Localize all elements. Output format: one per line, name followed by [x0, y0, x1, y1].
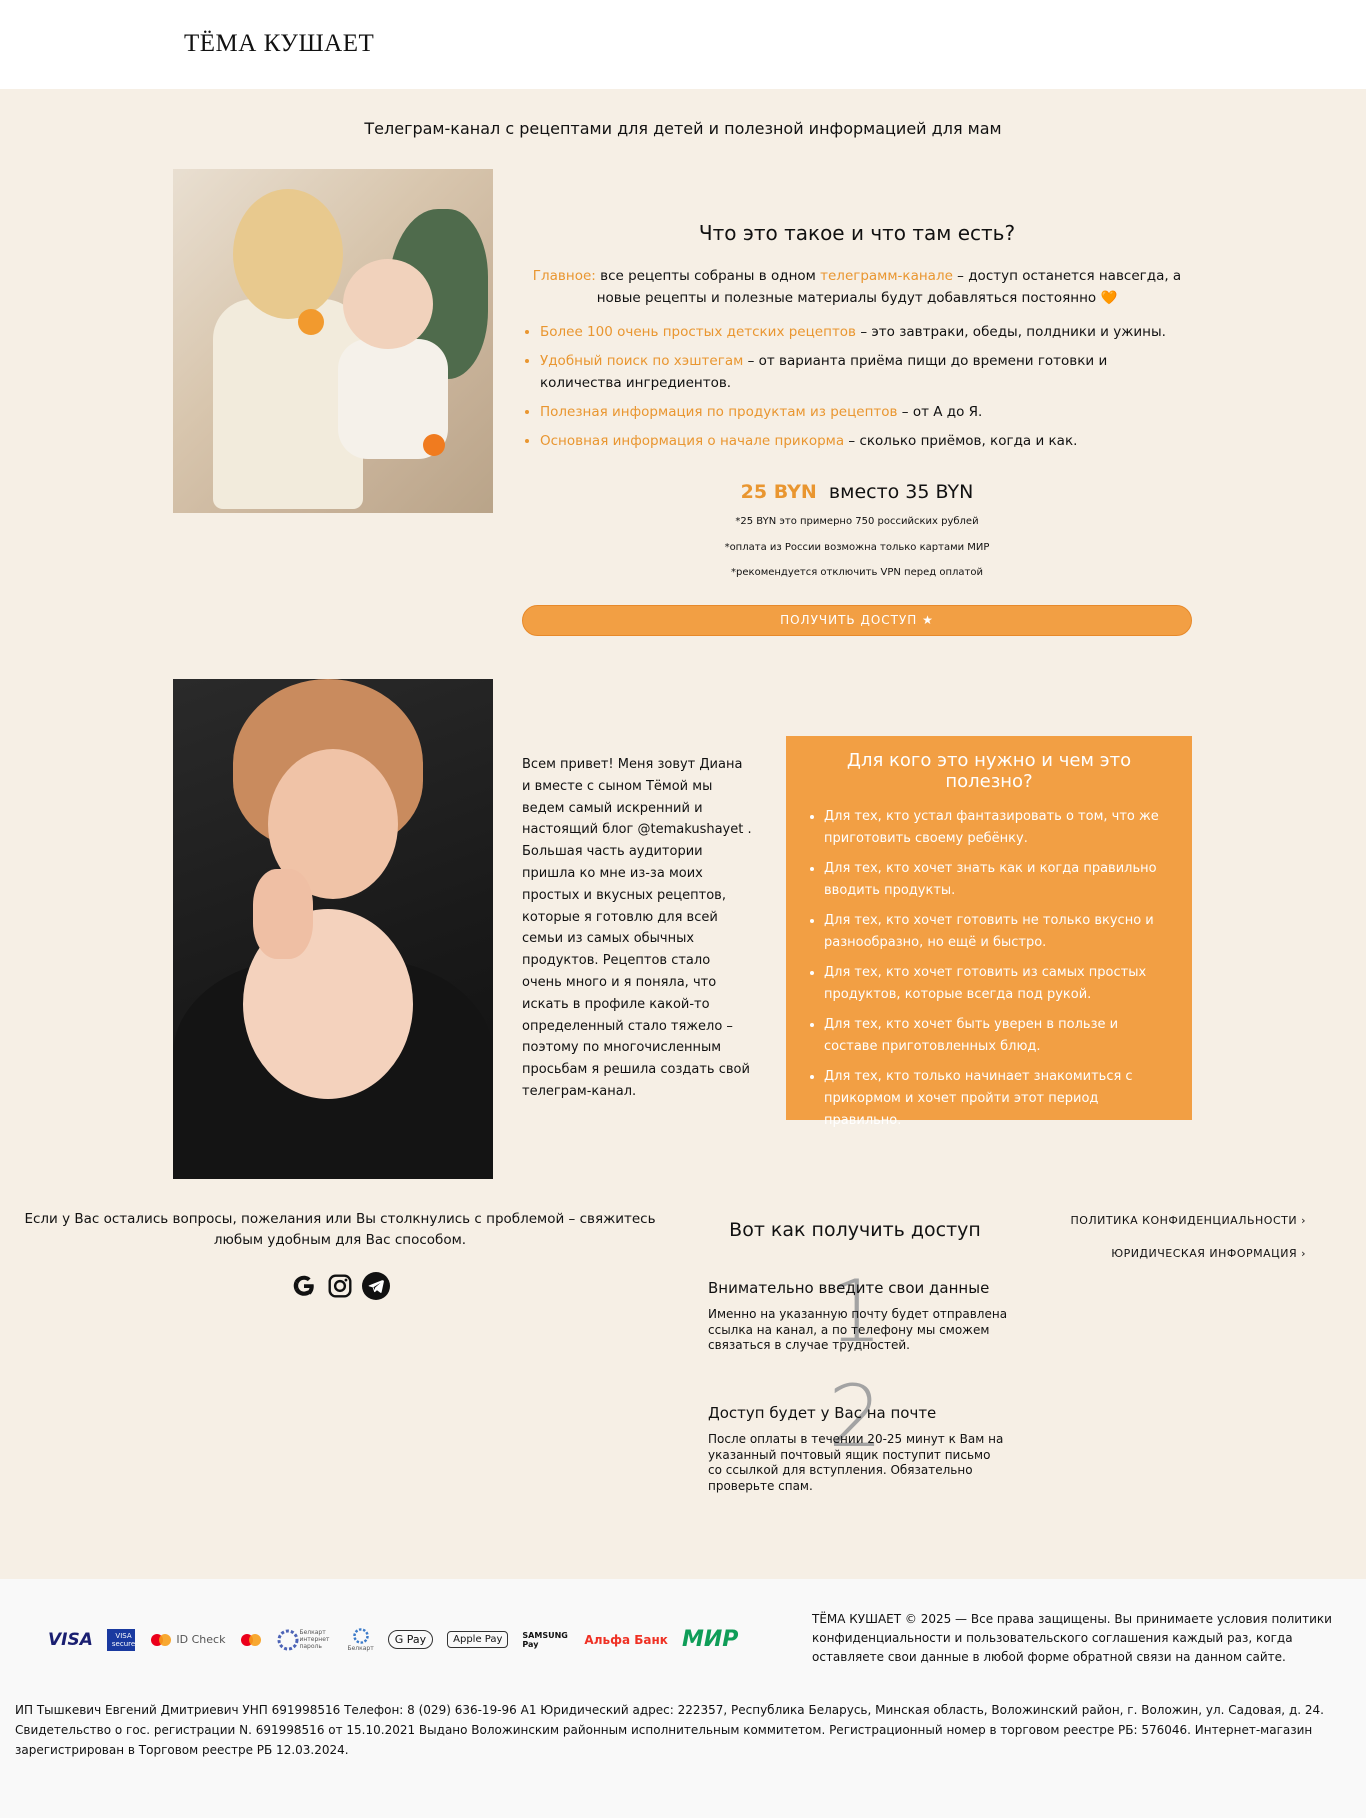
step-title: Внимательно введите свои данные — [708, 1279, 990, 1297]
lead-text-1: все рецепты собраны в одном — [595, 268, 821, 284]
list-item: • Для тех, кто хочет быть уверен в пользе и составе приготовленных блюд. — [824, 1014, 1170, 1058]
social-links — [290, 1272, 400, 1306]
contact-text: Если у Вас остались вопросы, пожелания или Вы столкнулись с проблемой – свяжитесь любым удобным для Вас способом. — [24, 1211, 656, 1248]
section-heading-what: Что это такое и что там есть? — [698, 221, 1016, 245]
privacy-policy-link[interactable] — [1070, 1214, 1306, 1227]
copyright-text: ТЁМА КУШАЕТ © 2025 — Все права защищены. Вы принимаете условия политики конфиденциальности и пользовательского соглашения каждый раз, когда оставляете свои данные в любой форме обратной связи на данном сайте. — [812, 1612, 1332, 1664]
visa-secure-icon: VISA secure — [107, 1629, 135, 1651]
feature-highlight: Удобный поиск по хэштегам — [540, 353, 744, 369]
instagram-icon[interactable] — [326, 1272, 354, 1300]
chevron-right-icon: › — [1301, 1214, 1306, 1227]
feature-highlight: Основная информация о начале прикорма — [540, 433, 845, 449]
step-2 — [708, 1367, 1008, 1494]
price-new: 25 BYN — [740, 481, 817, 503]
site-header — [0, 0, 1366, 89]
google-icon[interactable] — [290, 1272, 318, 1300]
feature-highlight: Полезная информация по продуктам из рецептов — [540, 404, 898, 420]
mother-child-kitchen-photo — [173, 169, 493, 513]
main-section — [0, 89, 1366, 1579]
site-footer — [0, 1579, 1366, 1818]
step-number: 1 — [828, 1262, 883, 1362]
step-title: Доступ будет у Вас на почте — [708, 1404, 937, 1422]
feature-text: – от А до Я. — [897, 404, 983, 420]
mastercard-icon — [239, 1633, 263, 1647]
belkart-password-icon — [277, 1629, 333, 1651]
id-check-label: ID Check — [176, 1633, 226, 1646]
list-item: • Для тех, кто только начинает знакомиться с прикормом и хочет пройти этот период правильно. — [824, 1066, 1170, 1132]
payment-logos — [48, 1627, 738, 1652]
lead-paragraph — [522, 265, 1192, 309]
belkart-icon — [347, 1627, 373, 1652]
legal-label: ЮРИДИЧЕСКАЯ ИНФОРМАЦИЯ — [1111, 1247, 1298, 1260]
price-note-2: *оплата из России возможна только картами МИР — [724, 542, 990, 553]
price-note-3: *рекомендуется отключить VPN перед оплатой — [731, 567, 983, 578]
about-text: Всем привет! Меня зовут Диана и вместе с сыном Тёмой мы ведем самый искренний и настоящий блог @temakushayet . Большая часть аудитории пришла ко мне из-за моих простых и вкусных рецептов, которые я готовлю для всей семьи из самых обычных продуктов. Рецептов стало очень много и я поняла, что искать в профиле какой-то определенный стало тяжело – поэтому по многочисленным просьбам я решила создать свой телеграм-канал. — [522, 757, 752, 1099]
price — [522, 481, 1192, 503]
alfa-bank-icon: Альфа Банк — [584, 1632, 668, 1647]
mir-icon: МИР — [681, 1627, 739, 1652]
price-note-1: *25 BYN это примерно 750 российских рублей — [735, 516, 979, 527]
list-item: • Для тех, кто устал фантазировать о том, что же приготовить своему ребёнку. — [824, 806, 1170, 850]
telegram-channel-link[interactable]: телеграмм-канале — [820, 268, 953, 284]
legal-info-text: ИП Тышкевич Евгений Дмитриевич УНП 691998516 Телефон: 8 (029) 636-19-96 А1 Юридический адрес: 222357, Республика Беларусь, Минская область, Воложинский район, г. Воложин, ул. Садовая, д. 24. Свидетельство о гос. регистрации N. 691998516 от 15.10.2021 Выдано Воложинским районным исполнительным коммитетом. Регистрационный номер в торговом реестре РБ: 576046. Интернет-магазин зарегистрирован в Торговом реестре РБ 12.03.2024. — [15, 1703, 1324, 1757]
feature-text: – это завтраки, обеды, полдники и ужины. — [856, 324, 1166, 340]
how-title: Вот как получить доступ — [729, 1219, 981, 1241]
list-item: • Для тех, кто хочет готовить из самых простых продуктов, которые всегда под рукой. — [824, 962, 1170, 1006]
audience-list — [808, 806, 1170, 1132]
google-pay-icon: G Pay — [388, 1630, 433, 1649]
step-desc: После оплаты в течении 20-25 минут к Вам на указанный почтовый ящик поступит письмо со ссылкой для вступления. Обязательно проверьте спам. — [708, 1432, 1004, 1493]
lead-prefix: Главное: — [532, 268, 596, 284]
chevron-right-icon: › — [1301, 1247, 1306, 1260]
features-list — [522, 321, 1192, 459]
feature-highlight: Более 100 очень простых детских рецептов — [540, 324, 857, 340]
step-desc: Именно на указанную почту будет отправлена ссылка на канал, а по телефону мы сможем связаться в случае трудностей. — [708, 1307, 1008, 1352]
audience-box-title: Для кого это нужно и чем это полезно? — [846, 750, 1132, 792]
list-item: • Для тех, кто хочет знать как и когда правильно вводить продукты. — [824, 858, 1170, 902]
step-1 — [708, 1262, 1008, 1362]
samsung-pay-icon: SAMSUNG Pay — [522, 1630, 568, 1649]
footer-links — [1070, 1214, 1306, 1280]
telegram-icon[interactable] — [362, 1272, 390, 1300]
mother-baby-portrait-photo — [173, 679, 493, 1179]
visa-icon: VISA — [48, 1629, 93, 1650]
feature-text: – сколько приёмов, когда и как. — [844, 433, 1078, 449]
list-item — [540, 430, 1192, 452]
step-number: 2 — [828, 1367, 883, 1467]
apple-pay-icon: Apple Pay — [447, 1631, 508, 1648]
page-tagline: Телеграм-канал с рецептами для детей и полезной информацией для мам — [364, 119, 1002, 138]
audience-box — [786, 736, 1192, 1128]
belkart-password-label: Белкарт интернет пароль — [299, 1629, 330, 1650]
list-item — [540, 321, 1192, 343]
price-old: вместо 35 BYN — [828, 481, 974, 503]
list-item — [540, 350, 1192, 394]
list-item — [540, 401, 1192, 423]
belkart-label: Белкарт — [347, 1645, 374, 1652]
feature-text: – от варианта приёма пищи до времени готовки и количества ингредиентов. — [540, 353, 1108, 391]
mastercard-id-check-icon — [149, 1633, 226, 1647]
legal-info-link[interactable] — [1070, 1247, 1306, 1260]
privacy-label: ПОЛИТИКА КОНФИДЕНЦИАЛЬНОСТИ — [1070, 1214, 1298, 1227]
list-item: • Для тех, кто хочет готовить не только вкусно и разнообразно, но ещё и быстро. — [824, 910, 1170, 954]
get-access-button[interactable]: ПОЛУЧИТЬ ДОСТУП ★ — [522, 605, 1192, 636]
site-logo[interactable]: ТЁМА КУШАЕТ — [184, 30, 375, 57]
lead-text-2: – доступ останется навсегда, а новые рецепты и полезные материалы будут добавляться постоянно 🧡 — [596, 268, 1182, 306]
